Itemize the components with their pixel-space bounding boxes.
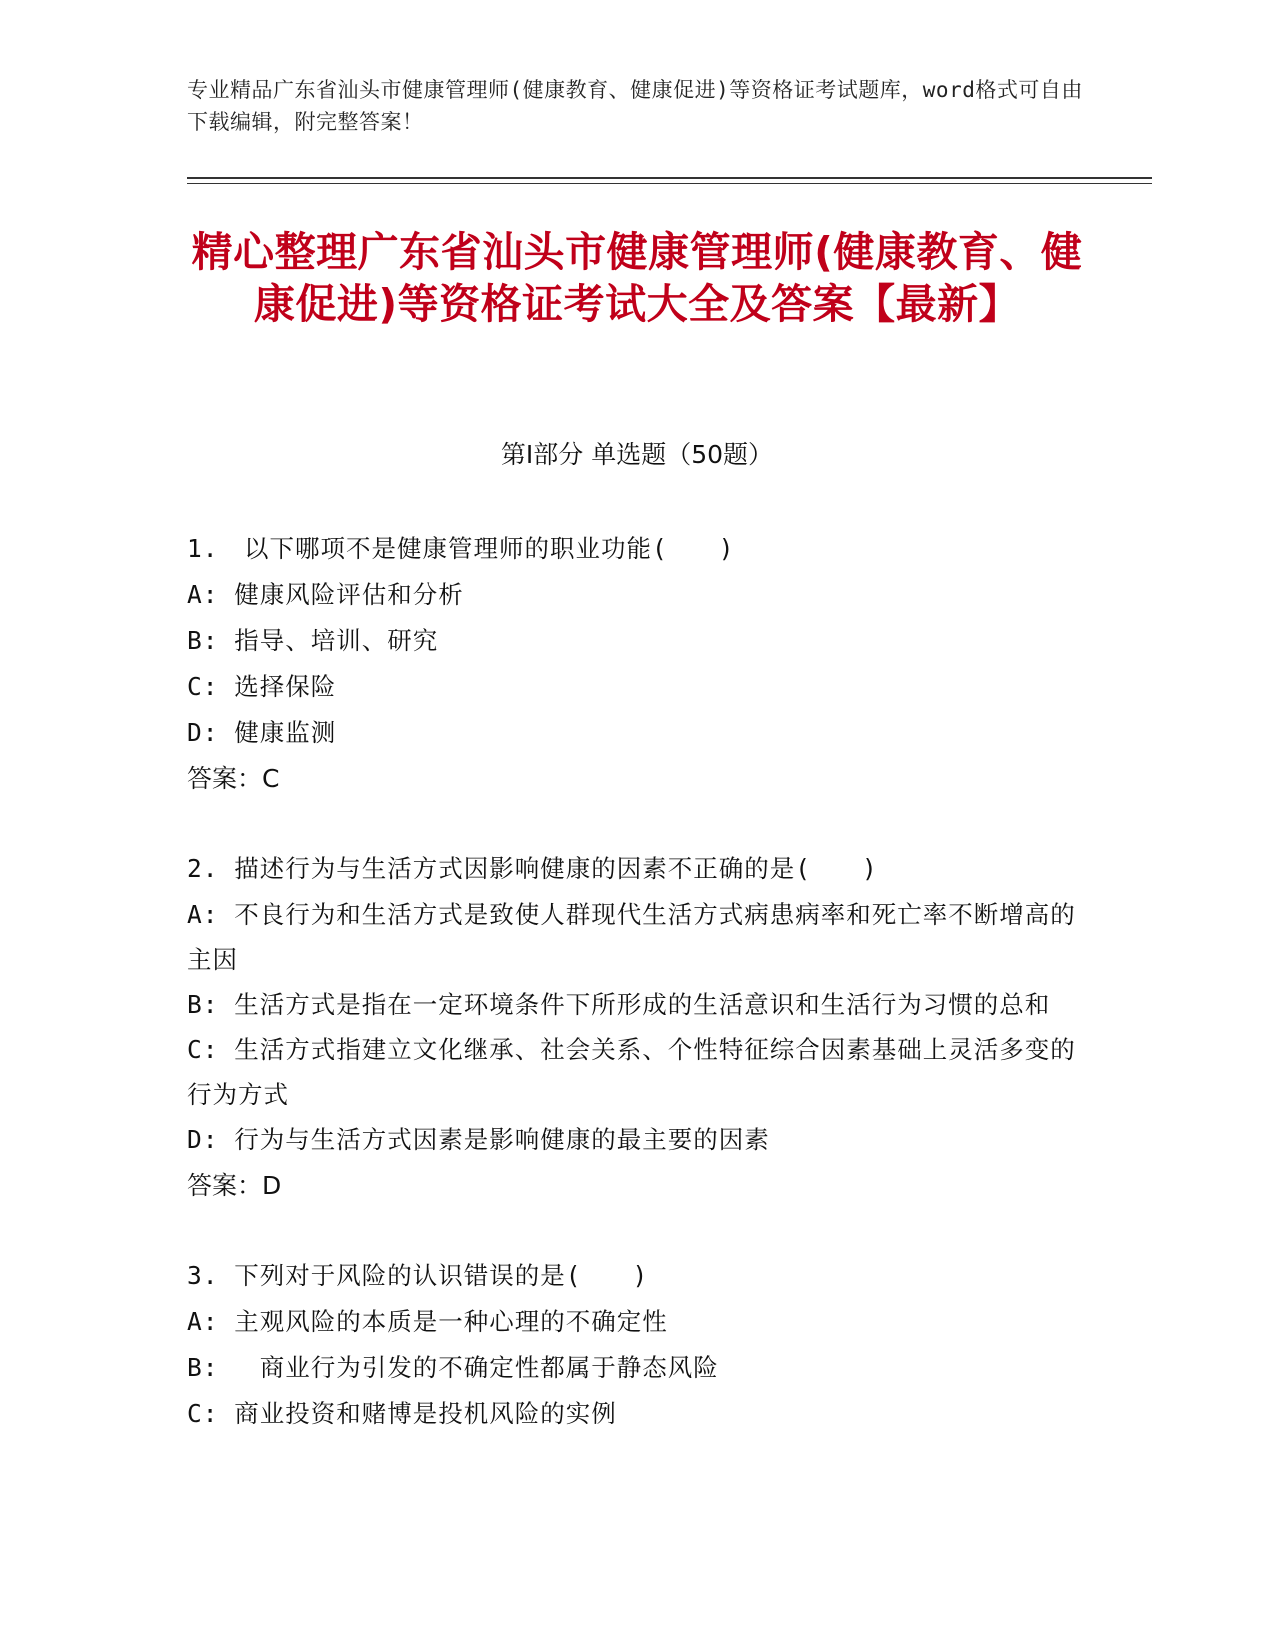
question-3 (187, 1253, 1077, 1437)
answer: 答案：C (187, 764, 280, 793)
question-list (187, 526, 1077, 1481)
header-note: 专业精品广东省汕头市健康管理师(健康教育、健康促进)等资格证考试题库，word格式可自由下载编辑，附完整答案！ (187, 78, 1083, 134)
header-divider-thin (187, 183, 1152, 184)
option-c: C: 生活方式指建立文化继承、社会关系、个性特征综合因素基础上灵活多变的行为方式 (187, 1035, 1076, 1109)
section-title: 第Ⅰ部分 单选题（50题） (500, 440, 774, 469)
option-b: B: 生活方式是指在一定环境条件下所形成的生活意识和生活行为习惯的总和 (187, 990, 1051, 1019)
question-stem: 1. 以下哪项不是健康管理师的职业功能( ) (187, 534, 735, 563)
option-a: A: 健康风险评估和分析 (187, 580, 464, 609)
option-c: C: 选择保险 (187, 672, 337, 701)
header-divider-thick (187, 177, 1152, 179)
option-d: D: 健康监测 (187, 718, 337, 747)
option-b: B: 指导、培训、研究 (187, 626, 439, 655)
option-a: A: 主观风险的本质是一种心理的不确定性 (187, 1307, 668, 1336)
option-b: B: 商业行为引发的不确定性都属于静态风险 (187, 1353, 719, 1382)
question-1 (187, 526, 1077, 802)
option-c: C: 商业投资和赌博是投机风险的实例 (187, 1399, 617, 1428)
question-2 (187, 846, 1077, 1209)
question-stem: 3. 下列对于风险的认识错误的是( ) (187, 1261, 649, 1290)
option-d: D: 行为与生活方式因素是影响健康的最主要的因素 (187, 1125, 770, 1154)
document-title: 精心整理广东省汕头市健康管理师(健康教育、健康促进)等资格证考试大全及答案【最新】 (191, 228, 1083, 328)
answer: 答案：D (187, 1171, 282, 1200)
question-stem: 2. 描述行为与生活方式因影响健康的因素不正确的是( ) (187, 854, 878, 883)
option-a: A: 不良行为和生活方式是致使人群现代生活方式病患病率和死亡率不断增高的主因 (187, 900, 1076, 974)
